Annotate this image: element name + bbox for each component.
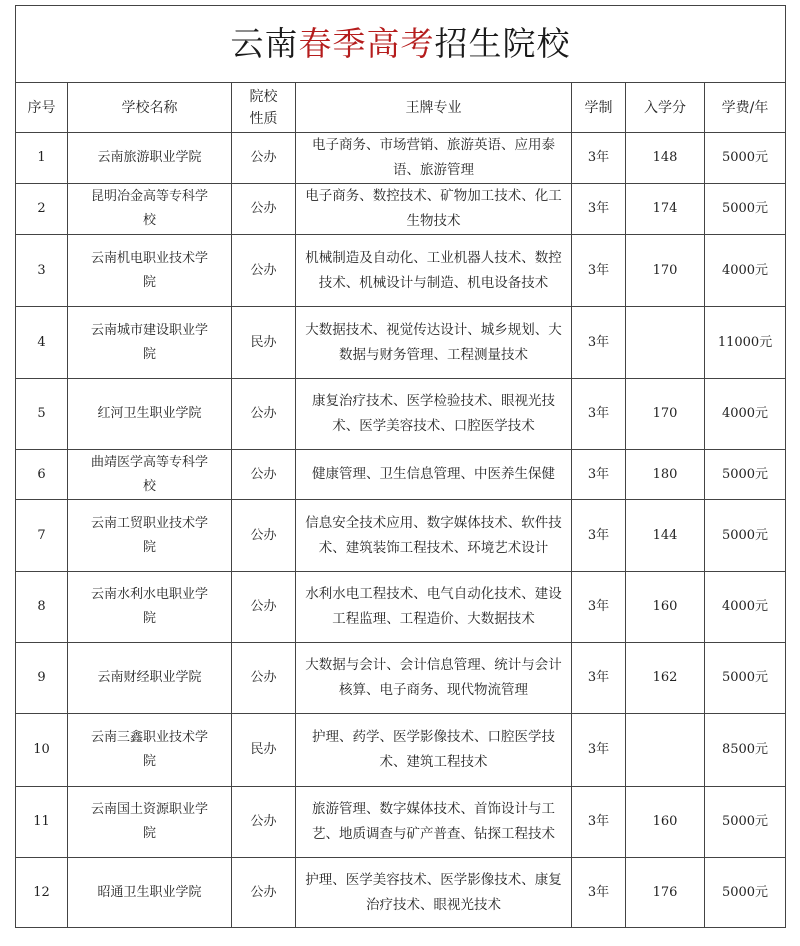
cell-score xyxy=(626,307,705,379)
cell-duration: 3年 xyxy=(572,450,626,500)
cell-name: 云南三鑫职业技术学院 xyxy=(68,714,232,787)
nature-line2: 性质 xyxy=(249,110,278,127)
cell-nature: 公办 xyxy=(232,572,296,643)
cell-name: 曲靖医学高等专科学校 xyxy=(68,450,232,500)
cell-no: 9 xyxy=(16,643,68,714)
cell-majors: 电子商务、市场营销、旅游英语、应用泰语、旅游管理 xyxy=(296,133,572,184)
cell-no: 12 xyxy=(16,858,68,928)
cell-score: 180 xyxy=(626,450,705,500)
title-suffix: 招生院校 xyxy=(434,24,571,63)
cell-no: 5 xyxy=(16,379,68,450)
cell-fee: 5000元 xyxy=(705,643,786,714)
cell-no: 1 xyxy=(16,133,68,184)
cell-no: 6 xyxy=(16,450,68,500)
cell-fee: 5000元 xyxy=(705,500,786,572)
col-header-majors: 王牌专业 xyxy=(296,83,572,133)
nature-line1: 院校 xyxy=(249,88,278,105)
cell-score: 160 xyxy=(626,787,705,858)
cell-no: 11 xyxy=(16,787,68,858)
cell-name: 云南水利水电职业学院 xyxy=(68,572,232,643)
table-row xyxy=(16,379,786,450)
cell-name: 云南国土资源职业学院 xyxy=(68,787,232,858)
cell-nature: 民办 xyxy=(232,307,296,379)
table-row xyxy=(16,184,786,235)
admissions-table xyxy=(15,5,786,928)
cell-no: 8 xyxy=(16,572,68,643)
cell-majors: 康复治疗技术、医学检验技术、眼视光技术、医学美容技术、口腔医学技术 xyxy=(296,379,572,450)
cell-fee: 5000元 xyxy=(705,858,786,928)
cell-score: 174 xyxy=(626,184,705,235)
cell-score: 162 xyxy=(626,643,705,714)
cell-majors: 护理、药学、医学影像技术、口腔医学技术、建筑工程技术 xyxy=(296,714,572,787)
cell-name: 云南机电职业技术学院 xyxy=(68,235,232,307)
cell-nature: 公办 xyxy=(232,858,296,928)
col-header-duration: 学制 xyxy=(572,83,626,133)
cell-majors: 机械制造及自动化、工业机器人技术、数控技术、机械设计与制造、机电设备技术 xyxy=(296,235,572,307)
title-prefix: 云南 xyxy=(230,24,299,63)
cell-duration: 3年 xyxy=(572,235,626,307)
cell-name: 昆明冶金高等专科学校 xyxy=(68,184,232,235)
cell-score: 170 xyxy=(626,235,705,307)
cell-fee: 5000元 xyxy=(705,133,786,184)
cell-name: 云南财经职业学院 xyxy=(68,643,232,714)
cell-nature: 公办 xyxy=(232,184,296,235)
admissions-sheet xyxy=(15,5,785,928)
cell-fee: 8500元 xyxy=(705,714,786,787)
cell-fee: 5000元 xyxy=(705,787,786,858)
cell-no: 4 xyxy=(16,307,68,379)
cell-fee: 5000元 xyxy=(705,450,786,500)
col-header-fee: 学费/年 xyxy=(705,83,786,133)
cell-majors: 健康管理、卫生信息管理、中医养生保健 xyxy=(296,450,572,500)
cell-duration: 3年 xyxy=(572,184,626,235)
cell-majors: 信息安全技术应用、数字媒体技术、软件技术、建筑装饰工程技术、环境艺术设计 xyxy=(296,500,572,572)
col-header-score: 入学分 xyxy=(626,83,705,133)
cell-majors: 旅游管理、数字媒体技术、首饰设计与工艺、地质调查与矿产普查、钻探工程技术 xyxy=(296,787,572,858)
cell-no: 7 xyxy=(16,500,68,572)
cell-fee: 11000元 xyxy=(705,307,786,379)
cell-score: 148 xyxy=(626,133,705,184)
cell-nature: 公办 xyxy=(232,787,296,858)
table-row xyxy=(16,572,786,643)
cell-no: 10 xyxy=(16,714,68,787)
header-row xyxy=(16,83,786,133)
cell-majors: 大数据与会计、会计信息管理、统计与会计核算、电子商务、现代物流管理 xyxy=(296,643,572,714)
col-header-no: 序号 xyxy=(16,83,68,133)
col-header-nature xyxy=(232,83,296,133)
table-row xyxy=(16,858,786,928)
cell-nature: 公办 xyxy=(232,379,296,450)
cell-majors: 护理、医学美容技术、医学影像技术、康复治疗技术、眼视光技术 xyxy=(296,858,572,928)
table-row xyxy=(16,133,786,184)
cell-score xyxy=(626,714,705,787)
cell-nature: 公办 xyxy=(232,643,296,714)
cell-name: 云南城市建设职业学院 xyxy=(68,307,232,379)
cell-majors: 电子商务、数控技术、矿物加工技术、化工生物技术 xyxy=(296,184,572,235)
cell-duration: 3年 xyxy=(572,858,626,928)
cell-score: 176 xyxy=(626,858,705,928)
table-row xyxy=(16,307,786,379)
cell-no: 2 xyxy=(16,184,68,235)
cell-score: 170 xyxy=(626,379,705,450)
cell-duration: 3年 xyxy=(572,714,626,787)
cell-nature: 公办 xyxy=(232,235,296,307)
cell-duration: 3年 xyxy=(572,379,626,450)
cell-score: 160 xyxy=(626,572,705,643)
cell-duration: 3年 xyxy=(572,572,626,643)
cell-score: 144 xyxy=(626,500,705,572)
cell-duration: 3年 xyxy=(572,643,626,714)
cell-fee: 5000元 xyxy=(705,184,786,235)
cell-fee: 4000元 xyxy=(705,379,786,450)
cell-no: 3 xyxy=(16,235,68,307)
cell-name: 云南工贸职业技术学院 xyxy=(68,500,232,572)
table-row xyxy=(16,714,786,787)
cell-name: 云南旅游职业学院 xyxy=(68,133,232,184)
table-row xyxy=(16,450,786,500)
table-row xyxy=(16,500,786,572)
title-row xyxy=(16,6,786,83)
table-row xyxy=(16,235,786,307)
cell-nature: 公办 xyxy=(232,450,296,500)
table-row xyxy=(16,643,786,714)
cell-fee: 4000元 xyxy=(705,572,786,643)
cell-fee: 4000元 xyxy=(705,235,786,307)
cell-duration: 3年 xyxy=(572,133,626,184)
cell-nature: 公办 xyxy=(232,133,296,184)
table-row xyxy=(16,787,786,858)
cell-duration: 3年 xyxy=(572,500,626,572)
col-header-name: 学校名称 xyxy=(68,83,232,133)
title-highlight: 春季高考 xyxy=(298,24,435,63)
cell-name: 红河卫生职业学院 xyxy=(68,379,232,450)
table-body xyxy=(16,133,786,928)
cell-nature: 公办 xyxy=(232,500,296,572)
cell-nature: 民办 xyxy=(232,714,296,787)
cell-name: 昭通卫生职业学院 xyxy=(68,858,232,928)
cell-majors: 水利水电工程技术、电气自动化技术、建设工程监理、工程造价、大数据技术 xyxy=(296,572,572,643)
cell-duration: 3年 xyxy=(572,307,626,379)
cell-duration: 3年 xyxy=(572,787,626,858)
page-title xyxy=(16,6,786,83)
cell-majors: 大数据技术、视觉传达设计、城乡规划、大数据与财务管理、工程测量技术 xyxy=(296,307,572,379)
